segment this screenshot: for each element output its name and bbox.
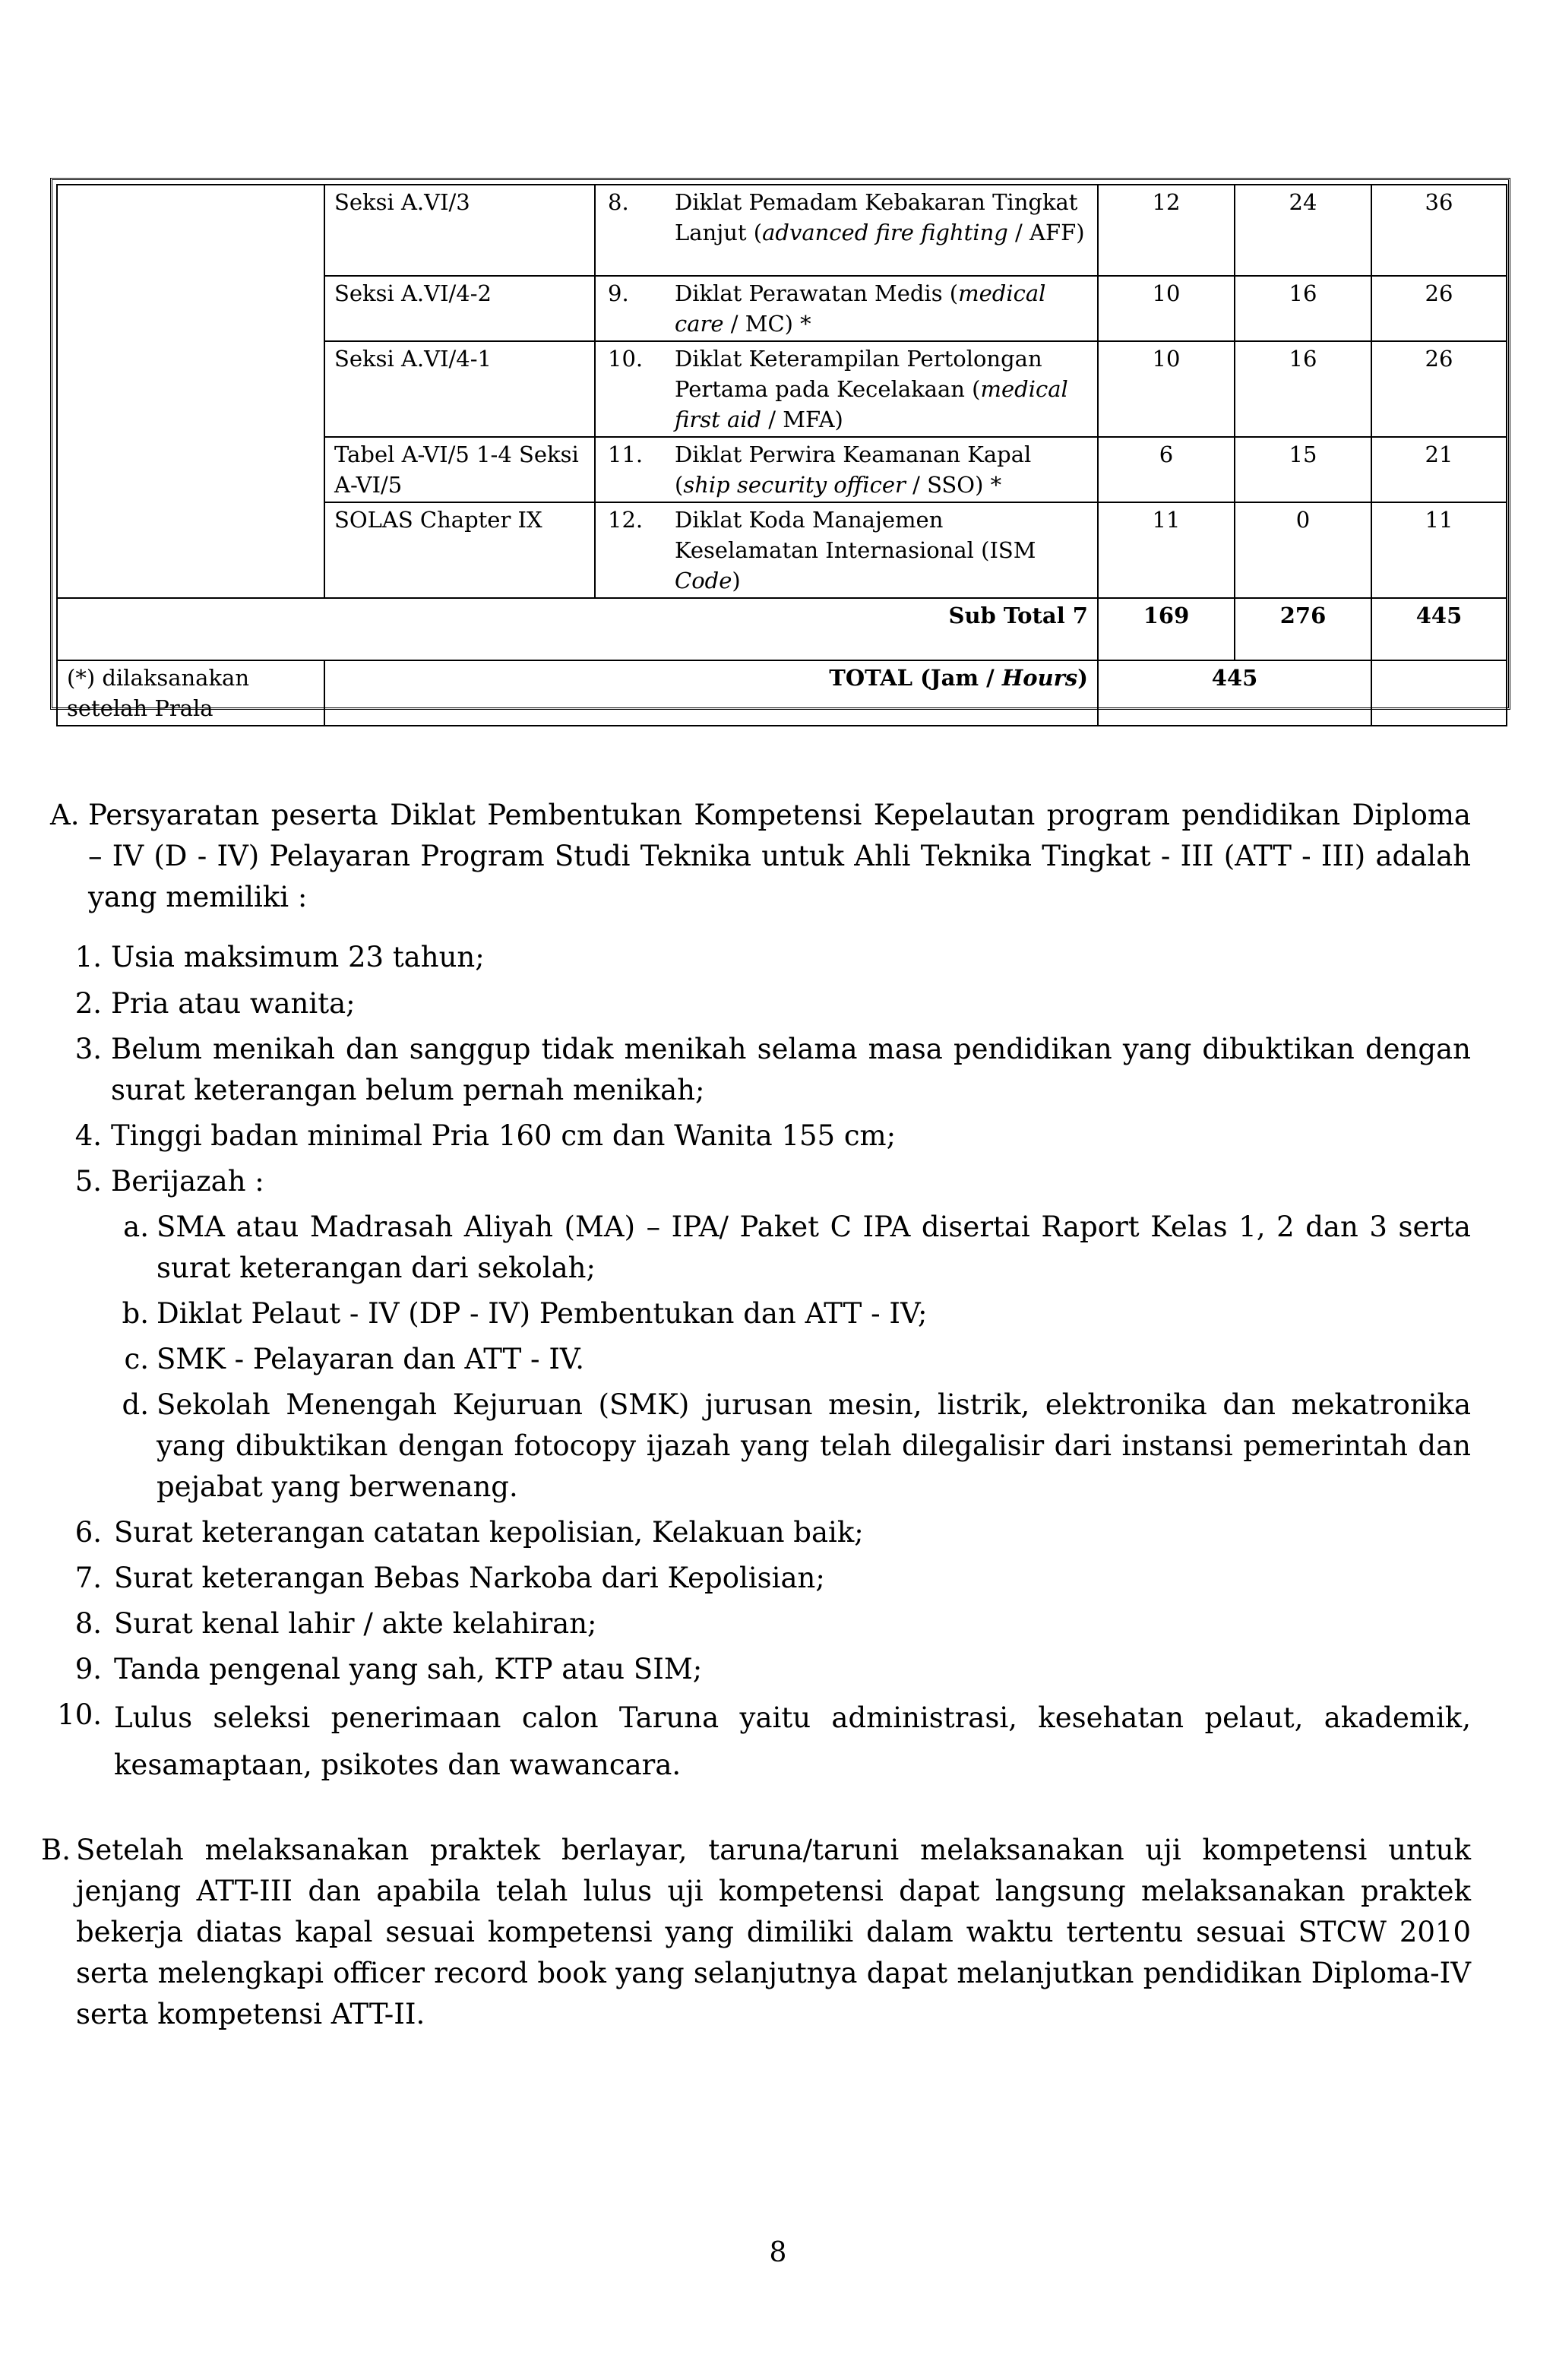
list-item-text: Usia maksimum 23 tahun; [111, 941, 485, 973]
curriculum-table [50, 178, 1510, 721]
course-cell [595, 341, 1098, 437]
list-item-number: 7. [74, 1562, 102, 1594]
course-title [675, 505, 1085, 596]
hours-cell: 11 [1098, 502, 1235, 598]
hours-cell: 11 [1371, 502, 1507, 598]
course-title-text: / AFF) [1007, 220, 1085, 245]
section-b-label: B. [41, 1834, 71, 1866]
empty-cell [1371, 660, 1507, 726]
list-item-number: 1. [74, 941, 102, 973]
section-ref-cell: Seksi A.VI/4-2 [324, 276, 595, 341]
hours-cell: 36 [1371, 185, 1507, 276]
course-title-text: / SSO) * [905, 472, 1002, 498]
section-a-intro: Persyaratan peserta Diklat Pembentukan Kompetensi Kepelautan program pendidikan Diploma – IV (D - IV) Pelayaran Program Studi Teknika untuk Ahli Teknika Tingkat - III (ATT - III) adalah yang memiliki : [88, 799, 1471, 913]
list-item-text: Tanda pengenal yang sah, KTP atau SIM; [114, 1653, 703, 1685]
course-cell [595, 437, 1098, 502]
section-a [50, 795, 1471, 918]
course-title-italic: medical first aid [675, 376, 1068, 432]
course-title [675, 187, 1085, 248]
table-row [57, 341, 1507, 437]
list-item-text: Surat kenal lahir / akte kelahiran; [114, 1607, 597, 1640]
list-item-number: 5. [74, 1165, 102, 1198]
hours-cell: 10 [1098, 341, 1235, 437]
course-number: 10. [608, 346, 644, 372]
hours-cell: 12 [1098, 185, 1235, 276]
course-title [675, 343, 1085, 435]
hours-cell: 16 [1235, 276, 1371, 341]
section-a-label: A. [50, 799, 80, 831]
subtotal-value: 445 [1371, 598, 1507, 660]
curriculum-table-grid [56, 184, 1507, 726]
course-title-text: Diklat Perawatan Medis ( [675, 280, 959, 306]
section-ref-cell: Tabel A-VI/5 1-4 Seksi A-VI/5 [324, 437, 595, 502]
hours-cell: 26 [1371, 341, 1507, 437]
list-item-text: Sekolah Menengah Kejuruan (SMK) jurusan mesin, listrik, elektronika dan mekatronika yang dibuktikan dengan fotocopy ijazah yang telah dilegalisir dari instansi pemerintah dan pejabat yang berwenang. [157, 1388, 1471, 1503]
list-item-text: SMA atau Madrasah Aliyah (MA) – IPA/ Paket C IPA disertai Raport Kelas 1, 2 dan 3 serta surat keterangan dari sekolah; [157, 1211, 1471, 1284]
list-item-number: 2. [74, 987, 102, 1020]
course-cell [595, 502, 1098, 598]
footnote-cell: (*) dilaksanakan setelah Prala [57, 660, 324, 726]
list-item-number: 10. [57, 1698, 102, 1731]
course-title-italic: Code [675, 568, 732, 593]
list-item-number: 3. [74, 1033, 102, 1065]
list-item-number: 6. [74, 1516, 102, 1549]
list-item-number: c. [124, 1343, 149, 1375]
hours-cell: 6 [1098, 437, 1235, 502]
hours-cell: 24 [1235, 185, 1371, 276]
course-cell [595, 276, 1098, 341]
table-row [57, 276, 1507, 341]
course-number: 11. [608, 442, 644, 467]
course-title-text: ) [732, 568, 741, 593]
course-cell [595, 185, 1098, 276]
course-title-text: Diklat Pemadam Kebakaran Tingkat Lanjut ( [675, 189, 1078, 245]
list-item-text: Surat keterangan Bebas Narkoba dari Kepolisian; [114, 1562, 825, 1594]
section-b-text: Setelah melaksanakan praktek berlayar, taruna/taruni melaksanakan uji kompetensi untuk jenjang ATT-III dan apabila telah lulus uji kompetensi dapat langsung melaksanakan praktek bekerja diatas kapal sesuai kompetensi yang dimiliki dalam waktu tertentu sesuai STCW 2010 serta melengkapi officer record book yang selanjutnya dapat melanjutkan pendidikan Diploma-IV serta kompetensi ATT-II. [76, 1834, 1471, 2030]
course-title-text: / MFA) [761, 407, 843, 432]
list-item-text: Surat keterangan catatan kepolisian, Kelakuan baik; [114, 1516, 864, 1549]
list-item-number: 9. [74, 1653, 102, 1685]
empty-cell [57, 276, 324, 341]
course-number: 8. [608, 189, 629, 215]
course-title-italic: ship security officer [683, 472, 906, 498]
empty-cell [57, 502, 324, 598]
total-label-suffix: ) [1077, 665, 1088, 691]
list-item-text: Lulus seleksi penerimaan calon Taruna yaitu administrasi, kesehatan pelaut, akademik, kesamaptaan, psikotes dan wawancara. [114, 1701, 1471, 1781]
course-title [675, 439, 1085, 500]
table-row [57, 437, 1507, 502]
total-label-prefix: TOTAL (Jam / [829, 665, 1002, 691]
empty-cell [57, 185, 324, 276]
list-item-text: Diklat Pelaut - IV (DP - IV) Pembentukan dan ATT - IV; [157, 1297, 928, 1330]
page-number: 8 [769, 2237, 787, 2268]
course-number: 9. [608, 280, 629, 306]
section-ref-cell: SOLAS Chapter IX [324, 502, 595, 598]
list-item-text: Belum menikah dan sanggup tidak menikah selama masa pendidikan yang dibuktikan dengan surat keterangan belum pernah menikah; [111, 1033, 1471, 1106]
list-item-number: a. [123, 1211, 149, 1243]
total-label [324, 660, 1098, 726]
list-item-text: Tinggi badan minimal Pria 160 cm dan Wanita 155 cm; [111, 1119, 897, 1152]
course-title-text: / MC) * [730, 311, 811, 337]
course-number: 12. [608, 507, 644, 533]
course-title-italic: advanced fire fighting [762, 220, 1008, 245]
course-title [675, 278, 1085, 339]
total-value: 445 [1098, 660, 1371, 726]
subtotal-label: Sub Total 7 [57, 598, 1098, 660]
subtotal-value: 169 [1098, 598, 1235, 660]
hours-cell: 26 [1371, 276, 1507, 341]
section-ref-cell: Seksi A.VI/4-1 [324, 341, 595, 437]
subtotal-value: 276 [1235, 598, 1371, 660]
list-item-number: b. [122, 1297, 149, 1330]
list-item-number: 4. [74, 1119, 102, 1152]
section-ref-cell: Seksi A.VI/3 [324, 185, 595, 276]
total-label-italic: Hours [1001, 665, 1078, 691]
empty-cell [57, 341, 324, 437]
hours-cell: 0 [1235, 502, 1371, 598]
total-row [57, 660, 1507, 726]
list-item-number: d. [122, 1388, 149, 1421]
course-title-text: Diklat Koda Manajemen Keselamatan Internasional (ISM [675, 507, 1036, 563]
course-title-text: Diklat Keterampilan Pertolongan Pertama pada Kecelakaan ( [675, 346, 1042, 402]
hours-cell: 10 [1098, 276, 1235, 341]
list-item-text: SMK - Pelayaran dan ATT - IV. [157, 1343, 584, 1375]
list-item-text: Pria atau wanita; [111, 987, 356, 1020]
table-row [57, 502, 1507, 598]
list-item-number: 8. [74, 1607, 102, 1640]
table-row [57, 185, 1507, 276]
hours-cell: 21 [1371, 437, 1507, 502]
empty-cell [57, 437, 324, 502]
section-b [41, 1830, 1471, 2035]
course-title-italic: medical care [675, 280, 1046, 337]
hours-cell: 16 [1235, 341, 1371, 437]
subtotal-row [57, 598, 1507, 660]
course-title-text: Diklat Perwira Keamanan Kapal ( [675, 442, 1032, 498]
list-item-text: Berijazah : [111, 1165, 264, 1198]
hours-cell: 15 [1235, 437, 1371, 502]
